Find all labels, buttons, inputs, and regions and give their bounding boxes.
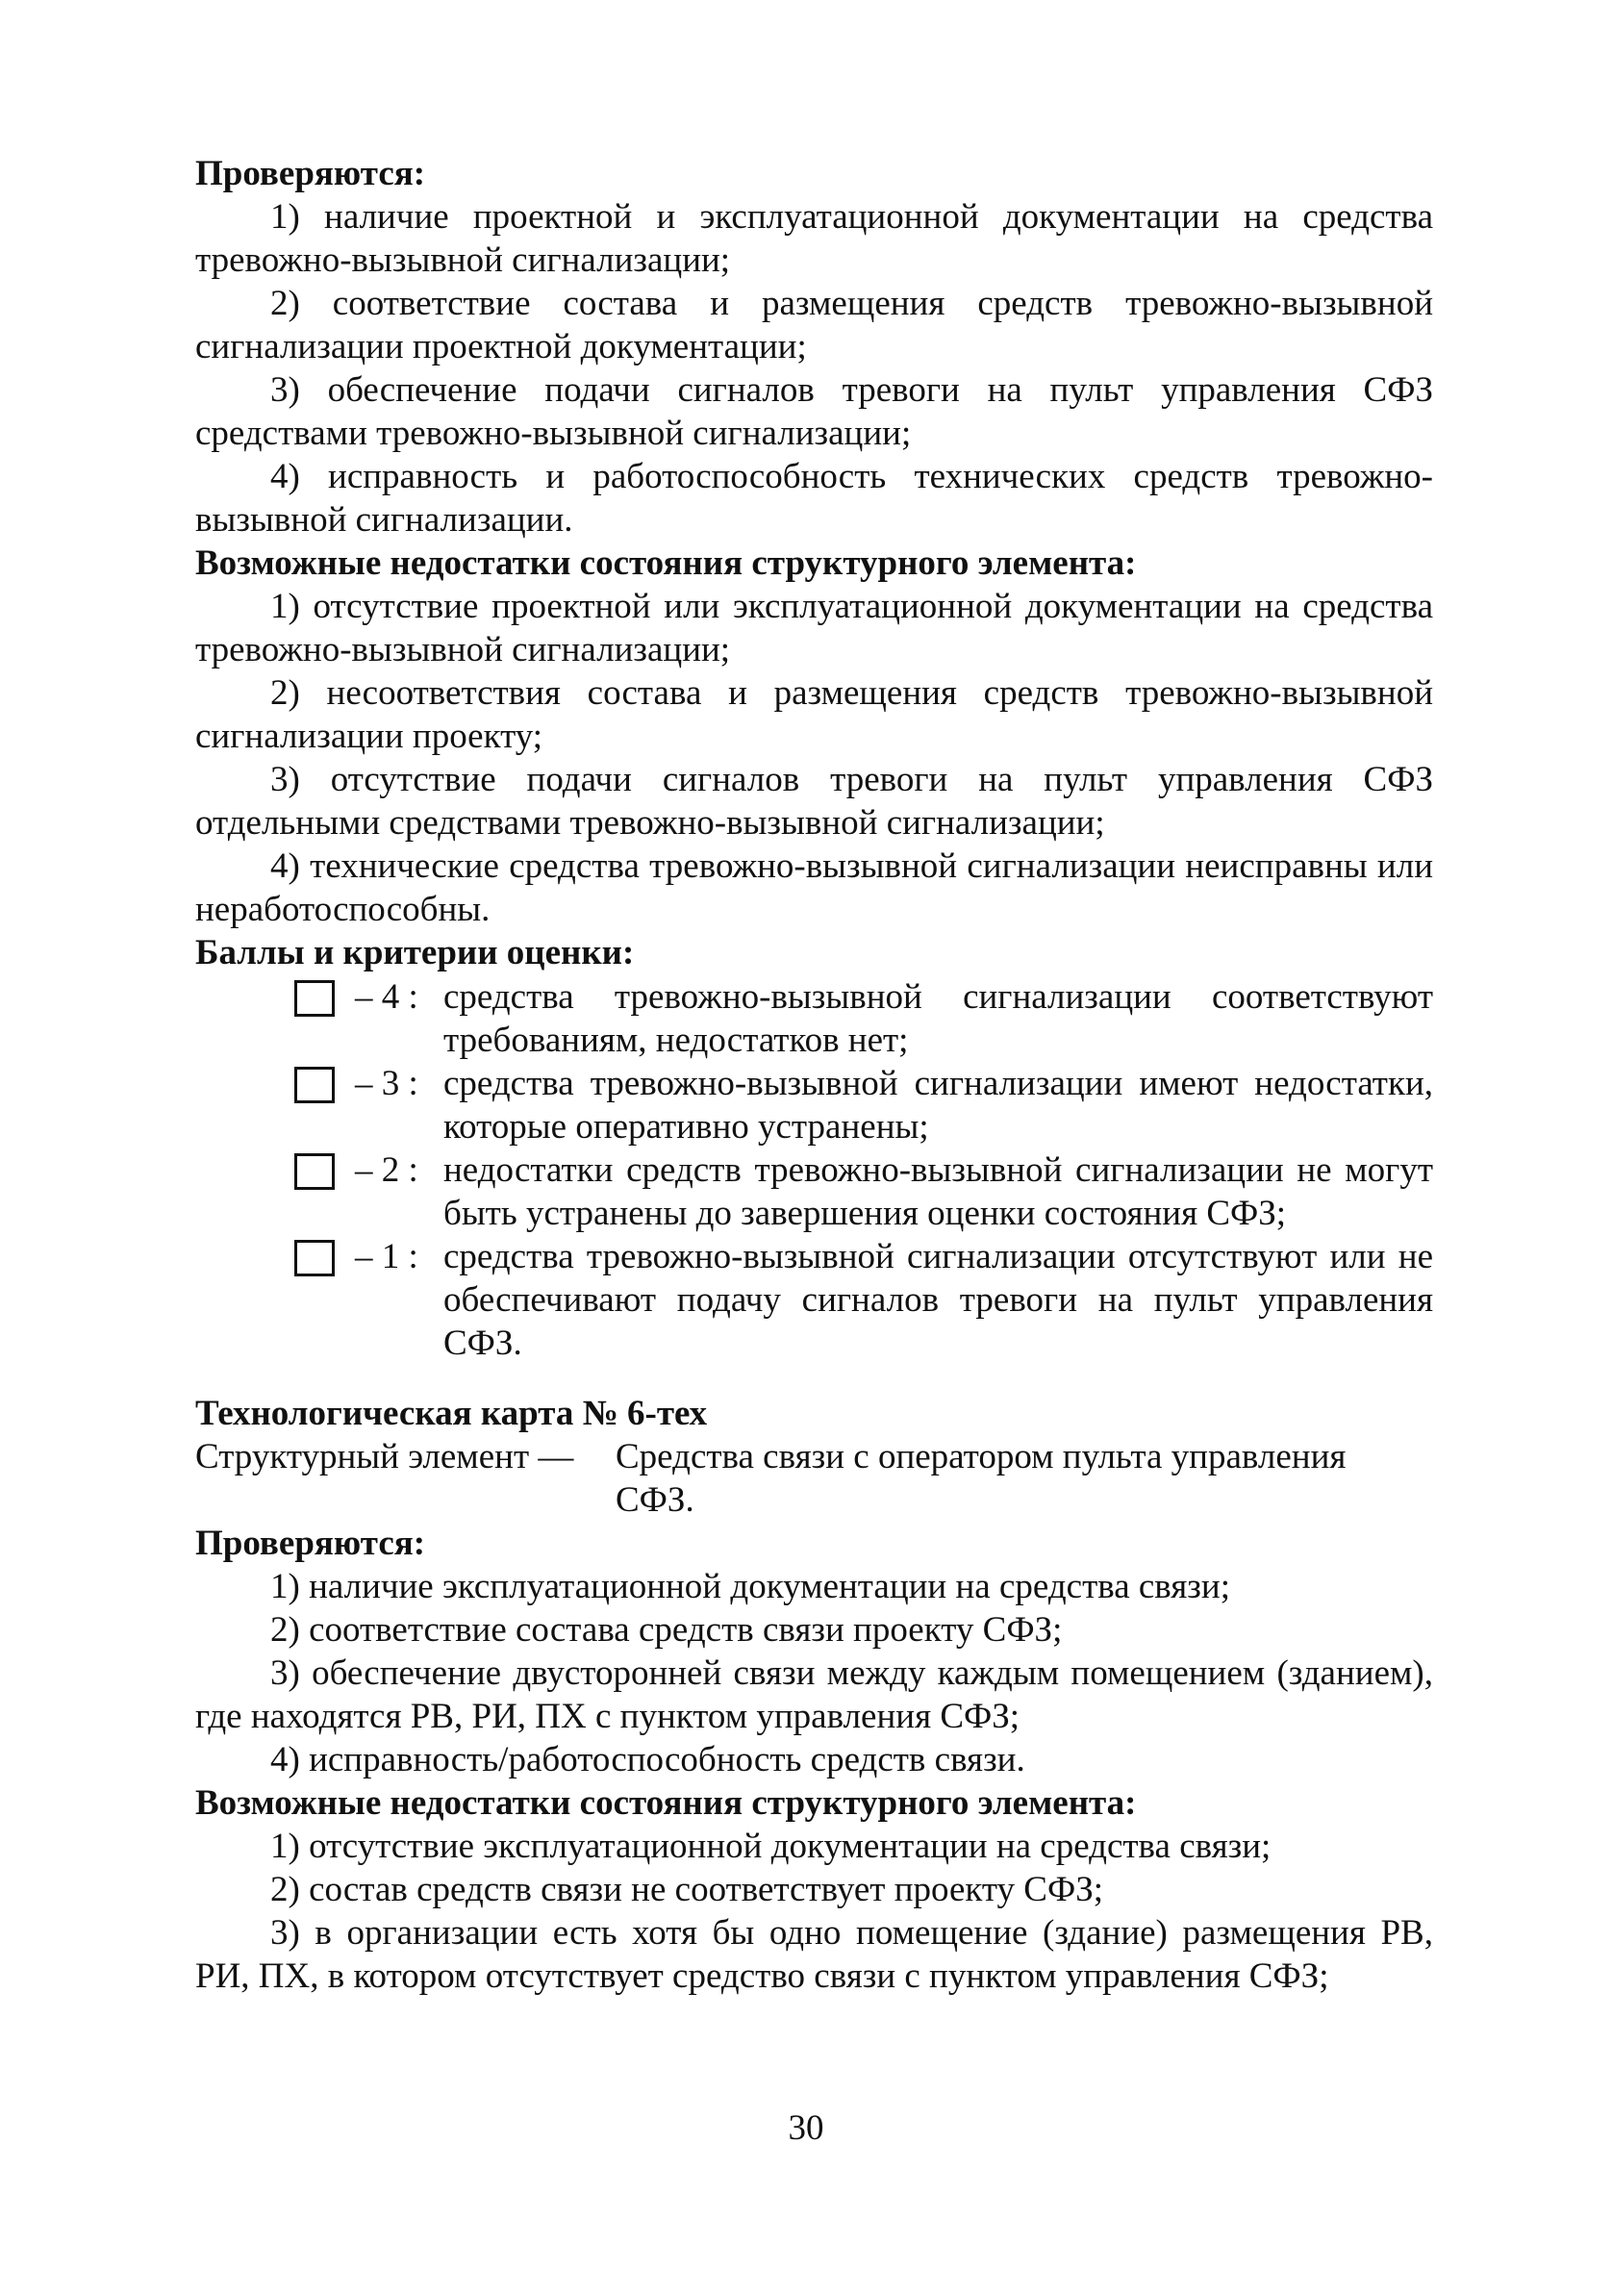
criterion-score: – 3 : <box>355 1064 418 1103</box>
defect-item: 2) состав средств связи не соответствует проекту СФЗ; <box>270 1870 1104 1909</box>
criterion-text: недостатки средств тревожно-вызывной сигнализации не могут быть устранены до завершения оценки состояния СФЗ; <box>443 1150 1433 1233</box>
check-item: 4) исправность/работоспособность средств связи. <box>270 1740 1025 1779</box>
check-item: 4) исправность и работоспособность технических средств тревожно-вызывной сигнализации. <box>195 457 1433 540</box>
check-item: 3) обеспечение подачи сигналов тревоги на пульт управления СФЗ средствами тревожно-вызывной сигнализации; <box>195 370 1433 453</box>
criterion-row <box>195 1148 1433 1235</box>
criterion-score: – 4 : <box>355 977 418 1017</box>
structural-element-value-cont: СФЗ. <box>616 1480 694 1520</box>
score-checkbox[interactable] <box>294 980 335 1017</box>
defect-item: 1) отсутствие эксплуатационной документации на средства связи; <box>270 1827 1272 1866</box>
criterion-row <box>195 1235 1433 1365</box>
defect-item: 3) в организации есть хотя бы одно помещение (здание) размещения РВ, РИ, ПХ, в котором отсутствует средство связи с пунктом управления СФЗ; <box>195 1913 1433 1996</box>
checks-heading: Проверяются: <box>195 154 426 193</box>
criterion-row <box>195 1062 1433 1148</box>
criterion-row <box>195 975 1433 1062</box>
criterion-score: – 1 : <box>355 1237 418 1276</box>
defect-item: 4) технические средства тревожно-вызывной сигнализации неисправны или неработоспособны. <box>195 846 1433 929</box>
check-item: 2) соответствие состава средств связи проекту СФЗ; <box>270 1610 1063 1650</box>
score-checkbox[interactable] <box>294 1153 335 1190</box>
checks-heading: Проверяются: <box>195 1524 426 1563</box>
card-title: Технологическая карта № 6-тех <box>195 1394 708 1433</box>
check-item: 2) соответствие состава и размещения средств тревожно-вызывной сигнализации проектной документации; <box>195 284 1433 366</box>
defect-item: 1) отсутствие проектной или эксплуатационной документации на средства тревожно-вызывной сигнализации; <box>195 587 1433 669</box>
criterion-text: средства тревожно-вызывной сигнализации отсутствуют или не обеспечивают подачу сигналов тревоги на пульт управления СФЗ. <box>443 1237 1433 1363</box>
check-item: 3) обеспечение двусторонней связи между каждым помещением (зданием), где находятся РВ, РИ, ПХ с пунктом управления СФЗ; <box>195 1653 1433 1736</box>
defects-heading: Возможные недостатки состояния структурного элемента: <box>195 1783 1137 1823</box>
structural-element-label: Структурный элемент — <box>195 1437 574 1476</box>
criterion-score: – 2 : <box>355 1150 418 1190</box>
criteria-list <box>195 975 1433 1365</box>
criteria-heading: Баллы и критерии оценки: <box>195 933 635 972</box>
defect-item: 2) несоответствия состава и размещения средств тревожно-вызывной сигнализации проекту; <box>195 673 1433 756</box>
page-number: 30 <box>788 2108 824 2148</box>
defect-item: 3) отсутствие подачи сигналов тревоги на пульт управления СФЗ отдельными средствами тревожно-вызывной сигнализации; <box>195 760 1433 843</box>
score-checkbox[interactable] <box>294 1067 335 1103</box>
defects-heading: Возможные недостатки состояния структурного элемента: <box>195 543 1137 583</box>
criterion-text: средства тревожно-вызывной сигнализации соответствуют требованиям, недостатков нет; <box>443 977 1433 1060</box>
check-item: 1) наличие эксплуатационной документации на средства связи; <box>270 1567 1231 1606</box>
structural-element <box>195 1435 1433 1522</box>
check-item: 1) наличие проектной и эксплуатационной документации на средства тревожно-вызывной сигнализации; <box>195 197 1433 280</box>
score-checkbox[interactable] <box>294 1240 335 1276</box>
structural-element-value: Средства связи с оператором пульта управления <box>616 1437 1347 1476</box>
page-content <box>195 152 1433 1998</box>
criterion-text: средства тревожно-вызывной сигнализации имеют недостатки, которые оперативно устранены; <box>443 1064 1433 1147</box>
